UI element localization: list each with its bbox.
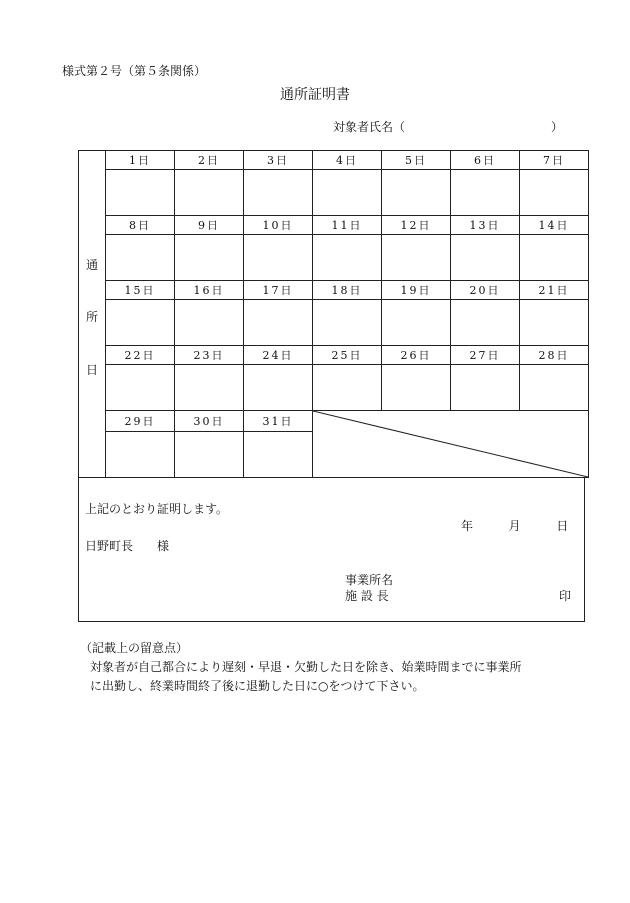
- day-label: 26日: [382, 346, 451, 365]
- notes-title: （記載上の留意点）: [80, 641, 189, 655]
- day-label: 25日: [313, 346, 382, 365]
- strike-diagonal-line: [313, 411, 588, 477]
- attendance-mark-cell[interactable]: [520, 170, 589, 216]
- day-label: 6日: [451, 151, 520, 170]
- date-day-label: 日: [556, 519, 569, 533]
- attendance-mark-cell[interactable]: [520, 365, 589, 411]
- seal-mark: 印: [559, 589, 572, 603]
- day-label: 19日: [382, 281, 451, 300]
- attendance-mark-cell[interactable]: [175, 170, 244, 216]
- form-number-label: 様式第２号（第５条関係）: [62, 64, 207, 78]
- attendance-mark-cell[interactable]: [313, 170, 382, 216]
- attendance-mark-cell[interactable]: [106, 432, 175, 478]
- day-label: 22日: [106, 346, 175, 365]
- attendance-mark-cell[interactable]: [451, 365, 520, 411]
- day-label: 21日: [520, 281, 589, 300]
- attendance-mark-cell[interactable]: [451, 170, 520, 216]
- attendance-mark-cell[interactable]: [175, 300, 244, 346]
- day-label: 1日: [106, 151, 175, 170]
- attendance-mark-cell[interactable]: [244, 300, 313, 346]
- day-label: 23日: [175, 346, 244, 365]
- attendance-mark-cell[interactable]: [313, 365, 382, 411]
- side-label-char: 所: [85, 310, 98, 324]
- attendance-mark-cell[interactable]: [382, 170, 451, 216]
- attendance-mark-cell[interactable]: [244, 365, 313, 411]
- side-label-char: 日: [85, 363, 98, 377]
- day-label: 10日: [244, 216, 313, 235]
- attendance-calendar-table: [78, 150, 589, 478]
- side-label-char: 通: [85, 258, 98, 272]
- day-label: 20日: [451, 281, 520, 300]
- attendance-mark-cell[interactable]: [106, 365, 175, 411]
- day-label: 5日: [382, 151, 451, 170]
- attendance-mark-cell[interactable]: [313, 300, 382, 346]
- date-month-label: 月: [508, 519, 521, 533]
- attendance-mark-cell[interactable]: [175, 235, 244, 281]
- day-label: 11日: [313, 216, 382, 235]
- day-label: 14日: [520, 216, 589, 235]
- attendance-mark-cell[interactable]: [520, 235, 589, 281]
- attendance-mark-cell[interactable]: [106, 170, 175, 216]
- day-label: 4日: [313, 151, 382, 170]
- day-label: 30日: [175, 411, 244, 432]
- facility-head-label: 施 設 長: [345, 589, 389, 603]
- date-year-label: 年: [461, 519, 474, 533]
- notes-text-line: に出勤し、終業時間終了後に退勤した日に○をつけて下さい。: [90, 679, 425, 693]
- office-name-label: 事業所名: [345, 573, 394, 587]
- attendance-mark-cell[interactable]: [313, 235, 382, 281]
- day-label: 31日: [244, 411, 313, 432]
- day-label: 8日: [106, 216, 175, 235]
- day-label: 2日: [175, 151, 244, 170]
- day-label: 28日: [520, 346, 589, 365]
- day-label: 9日: [175, 216, 244, 235]
- day-label: 24日: [244, 346, 313, 365]
- attendance-mark-cell[interactable]: [382, 300, 451, 346]
- attendance-mark-cell[interactable]: [382, 235, 451, 281]
- day-label: 18日: [313, 281, 382, 300]
- attendance-mark-cell[interactable]: [244, 432, 313, 478]
- subject-name-close-paren: ）: [550, 120, 563, 134]
- attendance-mark-cell[interactable]: [382, 365, 451, 411]
- attendance-mark-cell[interactable]: [175, 365, 244, 411]
- attendance-mark-cell[interactable]: [175, 432, 244, 478]
- day-label: 29日: [106, 411, 175, 432]
- certification-statement: 上記のとおり証明します。: [85, 502, 229, 516]
- day-label: 15日: [106, 281, 175, 300]
- addressee: 日野町長 様: [85, 539, 170, 553]
- side-label-cell: [79, 151, 106, 478]
- day-label: 16日: [175, 281, 244, 300]
- notes-text-line: 対象者が自己都合により遅刻・早退・欠勤した日を除き、始業時間までに事業所: [90, 660, 522, 674]
- unused-days-cell: [313, 411, 589, 478]
- attendance-mark-cell[interactable]: [244, 170, 313, 216]
- day-label: 27日: [451, 346, 520, 365]
- day-label: 13日: [451, 216, 520, 235]
- attendance-mark-cell[interactable]: [106, 235, 175, 281]
- day-label: 7日: [520, 151, 589, 170]
- attendance-mark-cell[interactable]: [520, 300, 589, 346]
- subject-name-label: 対象者氏名（: [333, 120, 406, 134]
- attendance-mark-cell[interactable]: [244, 235, 313, 281]
- certification-box: [78, 477, 585, 622]
- document-title: 通所証明書: [280, 87, 350, 103]
- attendance-mark-cell[interactable]: [451, 235, 520, 281]
- certification-date: [461, 517, 568, 534]
- attendance-mark-cell[interactable]: [451, 300, 520, 346]
- attendance-mark-cell[interactable]: [106, 300, 175, 346]
- day-label: 12日: [382, 216, 451, 235]
- day-label: 17日: [244, 281, 313, 300]
- day-label: 3日: [244, 151, 313, 170]
